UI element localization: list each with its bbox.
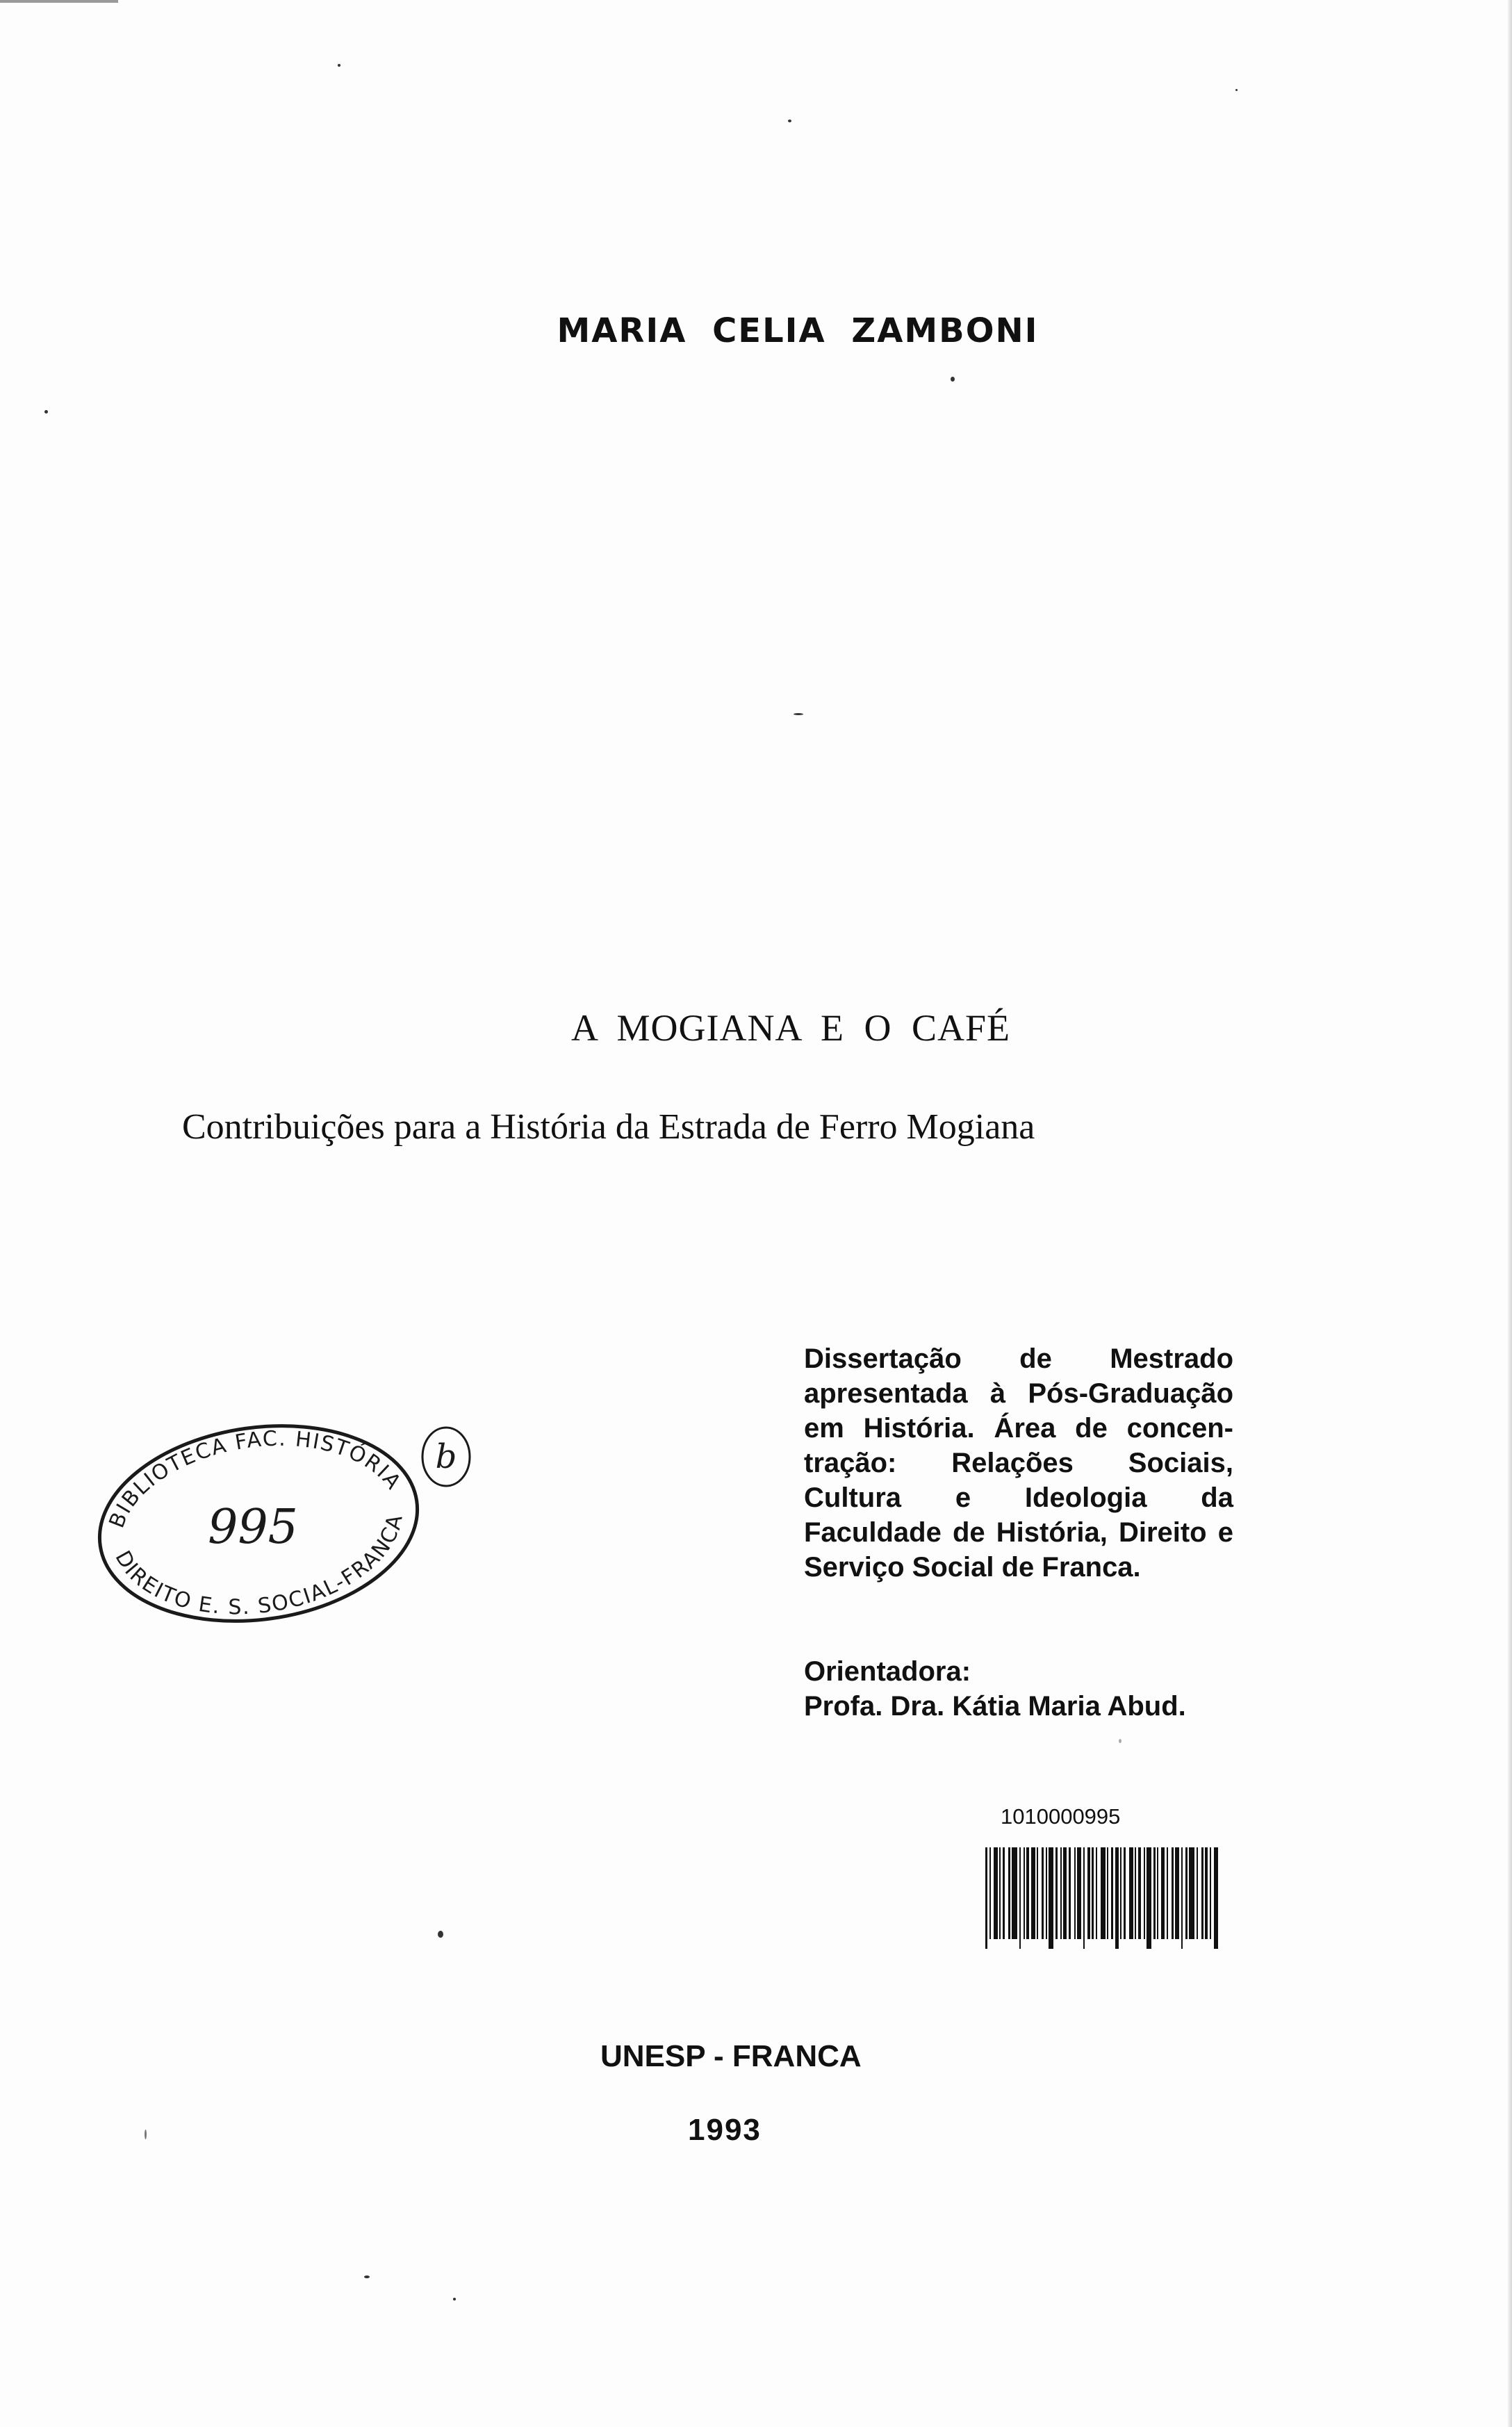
barcode-bar: [1083, 1847, 1085, 1949]
barcode-number: 1010000995: [1001, 1804, 1121, 1829]
barcode-bar: [1161, 1847, 1165, 1939]
advisor-name: Profa. Dra. Kátia Maria Abud.: [804, 1691, 1186, 1722]
barcode-bar: [1181, 1847, 1183, 1949]
thesis-title: A MOGIANA E O CAFÉ: [570, 1007, 1011, 1049]
barcode-bar: [1138, 1847, 1141, 1939]
barcode-bar: [1111, 1847, 1113, 1939]
barcode-bar: [1205, 1847, 1208, 1939]
library-stamp: [83, 1411, 424, 1633]
barcode-bar: [1147, 1847, 1151, 1949]
barcode-bar: [1077, 1847, 1081, 1939]
barcode-bar: [1157, 1847, 1158, 1939]
barcode-bar: [1037, 1847, 1038, 1939]
advisor-block: [804, 1654, 1186, 1724]
author-name: MARIA CELIA ZAMBONI: [557, 311, 1039, 350]
barcode-bar: [1201, 1847, 1203, 1939]
publication-year: 1993: [688, 2113, 762, 2147]
barcode-bar: [1012, 1847, 1017, 1939]
barcode: [985, 1847, 1267, 1949]
barcode-bar: [1008, 1847, 1010, 1939]
barcode-bar: [1049, 1847, 1053, 1949]
scan-speck: [44, 410, 48, 414]
stamp-handwritten-number: 995: [208, 1500, 298, 1555]
scan-speck: [145, 2130, 147, 2139]
barcode-bar: [1055, 1847, 1058, 1939]
stamp-bottom-text: DIREITO E. S. SOCIAL-FRANCA: [110, 1511, 409, 1620]
barcode-bar: [1046, 1847, 1047, 1939]
barcode-bar: [1197, 1847, 1198, 1939]
handwritten-circle-mark: [417, 1418, 479, 1491]
barcode-bar: [1096, 1847, 1097, 1939]
barcode-bar: [1120, 1847, 1121, 1939]
scan-speck: [364, 2275, 370, 2278]
barcode-bar: [1101, 1847, 1106, 1939]
barcode-bar: [1115, 1847, 1119, 1949]
scan-speck: [794, 713, 803, 715]
barcode-bar: [1069, 1847, 1071, 1939]
scan-speck: [1235, 89, 1238, 91]
barcode-bar: [1092, 1847, 1094, 1939]
barcode-bar: [1210, 1847, 1211, 1939]
barcode-bar: [985, 1847, 987, 1949]
scan-speck: [338, 64, 340, 67]
stamp-top-text: BIBLIOTECA FAC. HISTÓRIA: [104, 1426, 406, 1532]
barcode-bar: [999, 1847, 1001, 1939]
barcode-bar: [1060, 1847, 1062, 1939]
barcode-bar: [1153, 1847, 1156, 1939]
barcode-bar: [1167, 1847, 1168, 1939]
barcode-bar: [1144, 1847, 1145, 1939]
barcode-bar: [1189, 1847, 1194, 1939]
barcode-bar: [1024, 1847, 1025, 1939]
barcode-bar: [1042, 1847, 1044, 1939]
barcode-bar: [1124, 1847, 1126, 1939]
scan-speck: [788, 120, 791, 122]
barcode-bar: [1087, 1847, 1090, 1939]
scan-speck: [438, 1931, 443, 1938]
barcode-bar: [1129, 1847, 1133, 1939]
thesis-subtitle: Contribuições para a História da Estrada de Ferro Mogiana: [182, 1107, 1035, 1147]
handwritten-letter: b: [435, 1437, 457, 1476]
barcode-bar: [1003, 1847, 1005, 1939]
scan-speck: [453, 2298, 456, 2301]
barcode-bar: [1107, 1847, 1108, 1939]
scan-speck: [1119, 1739, 1121, 1743]
barcode-bar: [1019, 1847, 1021, 1949]
barcode-bar: [1074, 1847, 1076, 1939]
barcode-bar: [1026, 1847, 1029, 1939]
barcode-bar: [1063, 1847, 1067, 1939]
barcode-bar: [1172, 1847, 1174, 1939]
barcode-bar: [1031, 1847, 1035, 1939]
scan-page-edge: [1508, 0, 1512, 2427]
advisor-label: Orientadora:: [804, 1656, 971, 1687]
barcode-bar: [1185, 1847, 1188, 1939]
scan-edge-mark: [0, 0, 118, 3]
barcode-bar: [1175, 1847, 1179, 1939]
barcode-bar: [1214, 1847, 1218, 1949]
institution-name: UNESP - FRANCA: [600, 2039, 862, 2073]
barcode-bar: [989, 1847, 991, 1939]
barcode-bar: [994, 1847, 998, 1939]
scan-speck: [951, 377, 955, 382]
dissertation-note: Dissertação de Mestrado apresentada à Pós-Graduação em História. Área de concen-tração: Relações Sociais, Cultura e Ideologia da Faculdade de História, Direito e Serviço Social de Franca.: [804, 1343, 1233, 1583]
barcode-bar: [1135, 1847, 1136, 1939]
